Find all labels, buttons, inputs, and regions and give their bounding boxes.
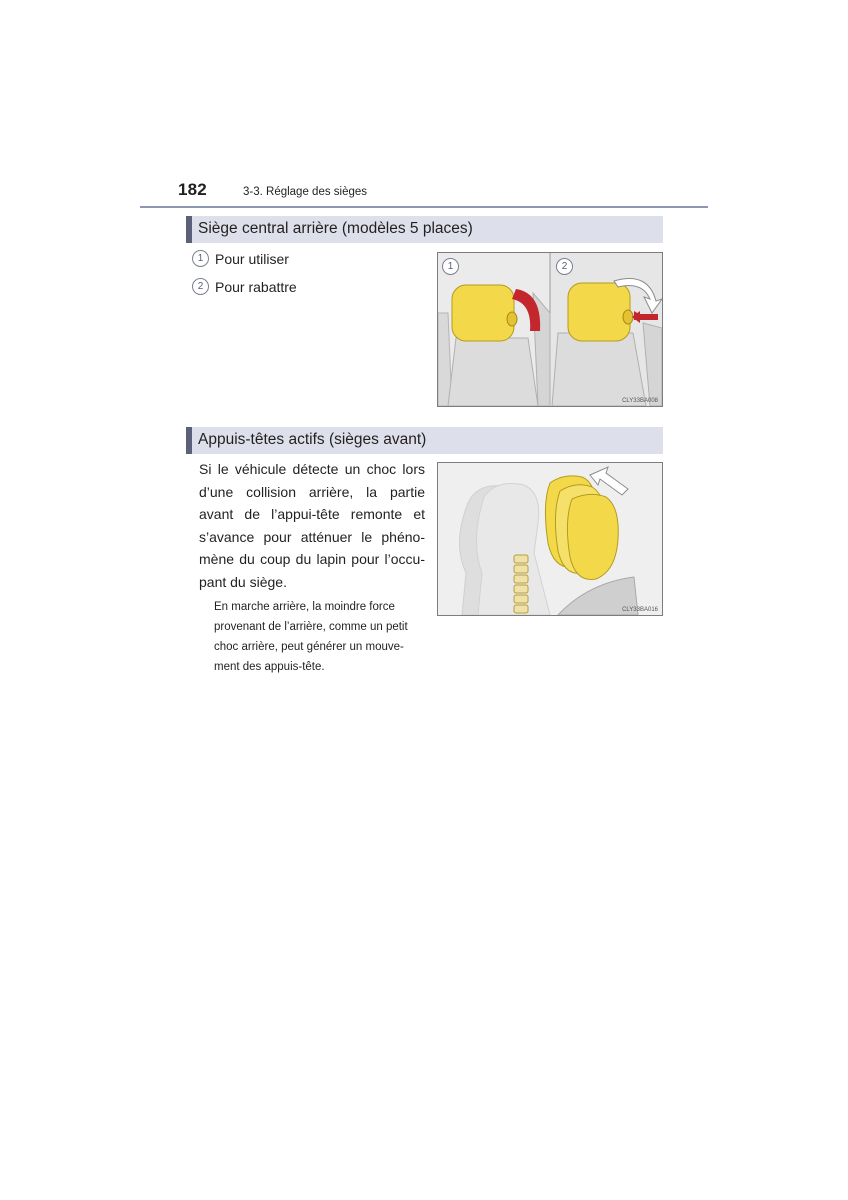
body-paragraph: Si le véhicule détecte un choc lors d’une collision arrière, la partie avant de l’appui-tête remonte et s’avance pour atténuer le phéno-mène du coup du lapin pour l’occu-pant du siège. (199, 461, 425, 590)
step-label: Pour rabattre (215, 278, 297, 295)
figure-code: CLY33BA008 (622, 398, 658, 404)
section-heading-active-headrests (186, 427, 663, 454)
headrest-fold-illustration (437, 252, 663, 407)
step-label: Pour utiliser (215, 250, 289, 267)
figure-panel-number: 1 (442, 258, 459, 275)
section-title: Appuis-têtes actifs (sièges avant) (198, 431, 427, 448)
figure-panel-number: 2 (556, 258, 573, 275)
section-heading-rear-center-seat (186, 216, 663, 243)
figure-code: CLY33BA016 (622, 607, 658, 613)
page-number: 182 (178, 180, 207, 199)
step-number-badge: 1 (192, 250, 209, 267)
step-item-fold (192, 278, 297, 295)
chapter-title: 3-3. Réglage des sièges (243, 186, 368, 198)
headrest-fold-drawing (438, 253, 662, 406)
active-headrest-illustration (437, 462, 663, 616)
step-number-badge: 2 (192, 278, 209, 295)
section-title: Siège central arrière (modèles 5 places) (198, 220, 473, 237)
note-paragraph: En marche arrière, la moindre force provenant de l’arrière, comme un petit choc arrière, peut générer un mouve-ment des appuis-tête. (214, 601, 408, 673)
step-item-use (192, 250, 289, 267)
header-divider (140, 206, 708, 208)
active-headrest-drawing (438, 463, 662, 615)
